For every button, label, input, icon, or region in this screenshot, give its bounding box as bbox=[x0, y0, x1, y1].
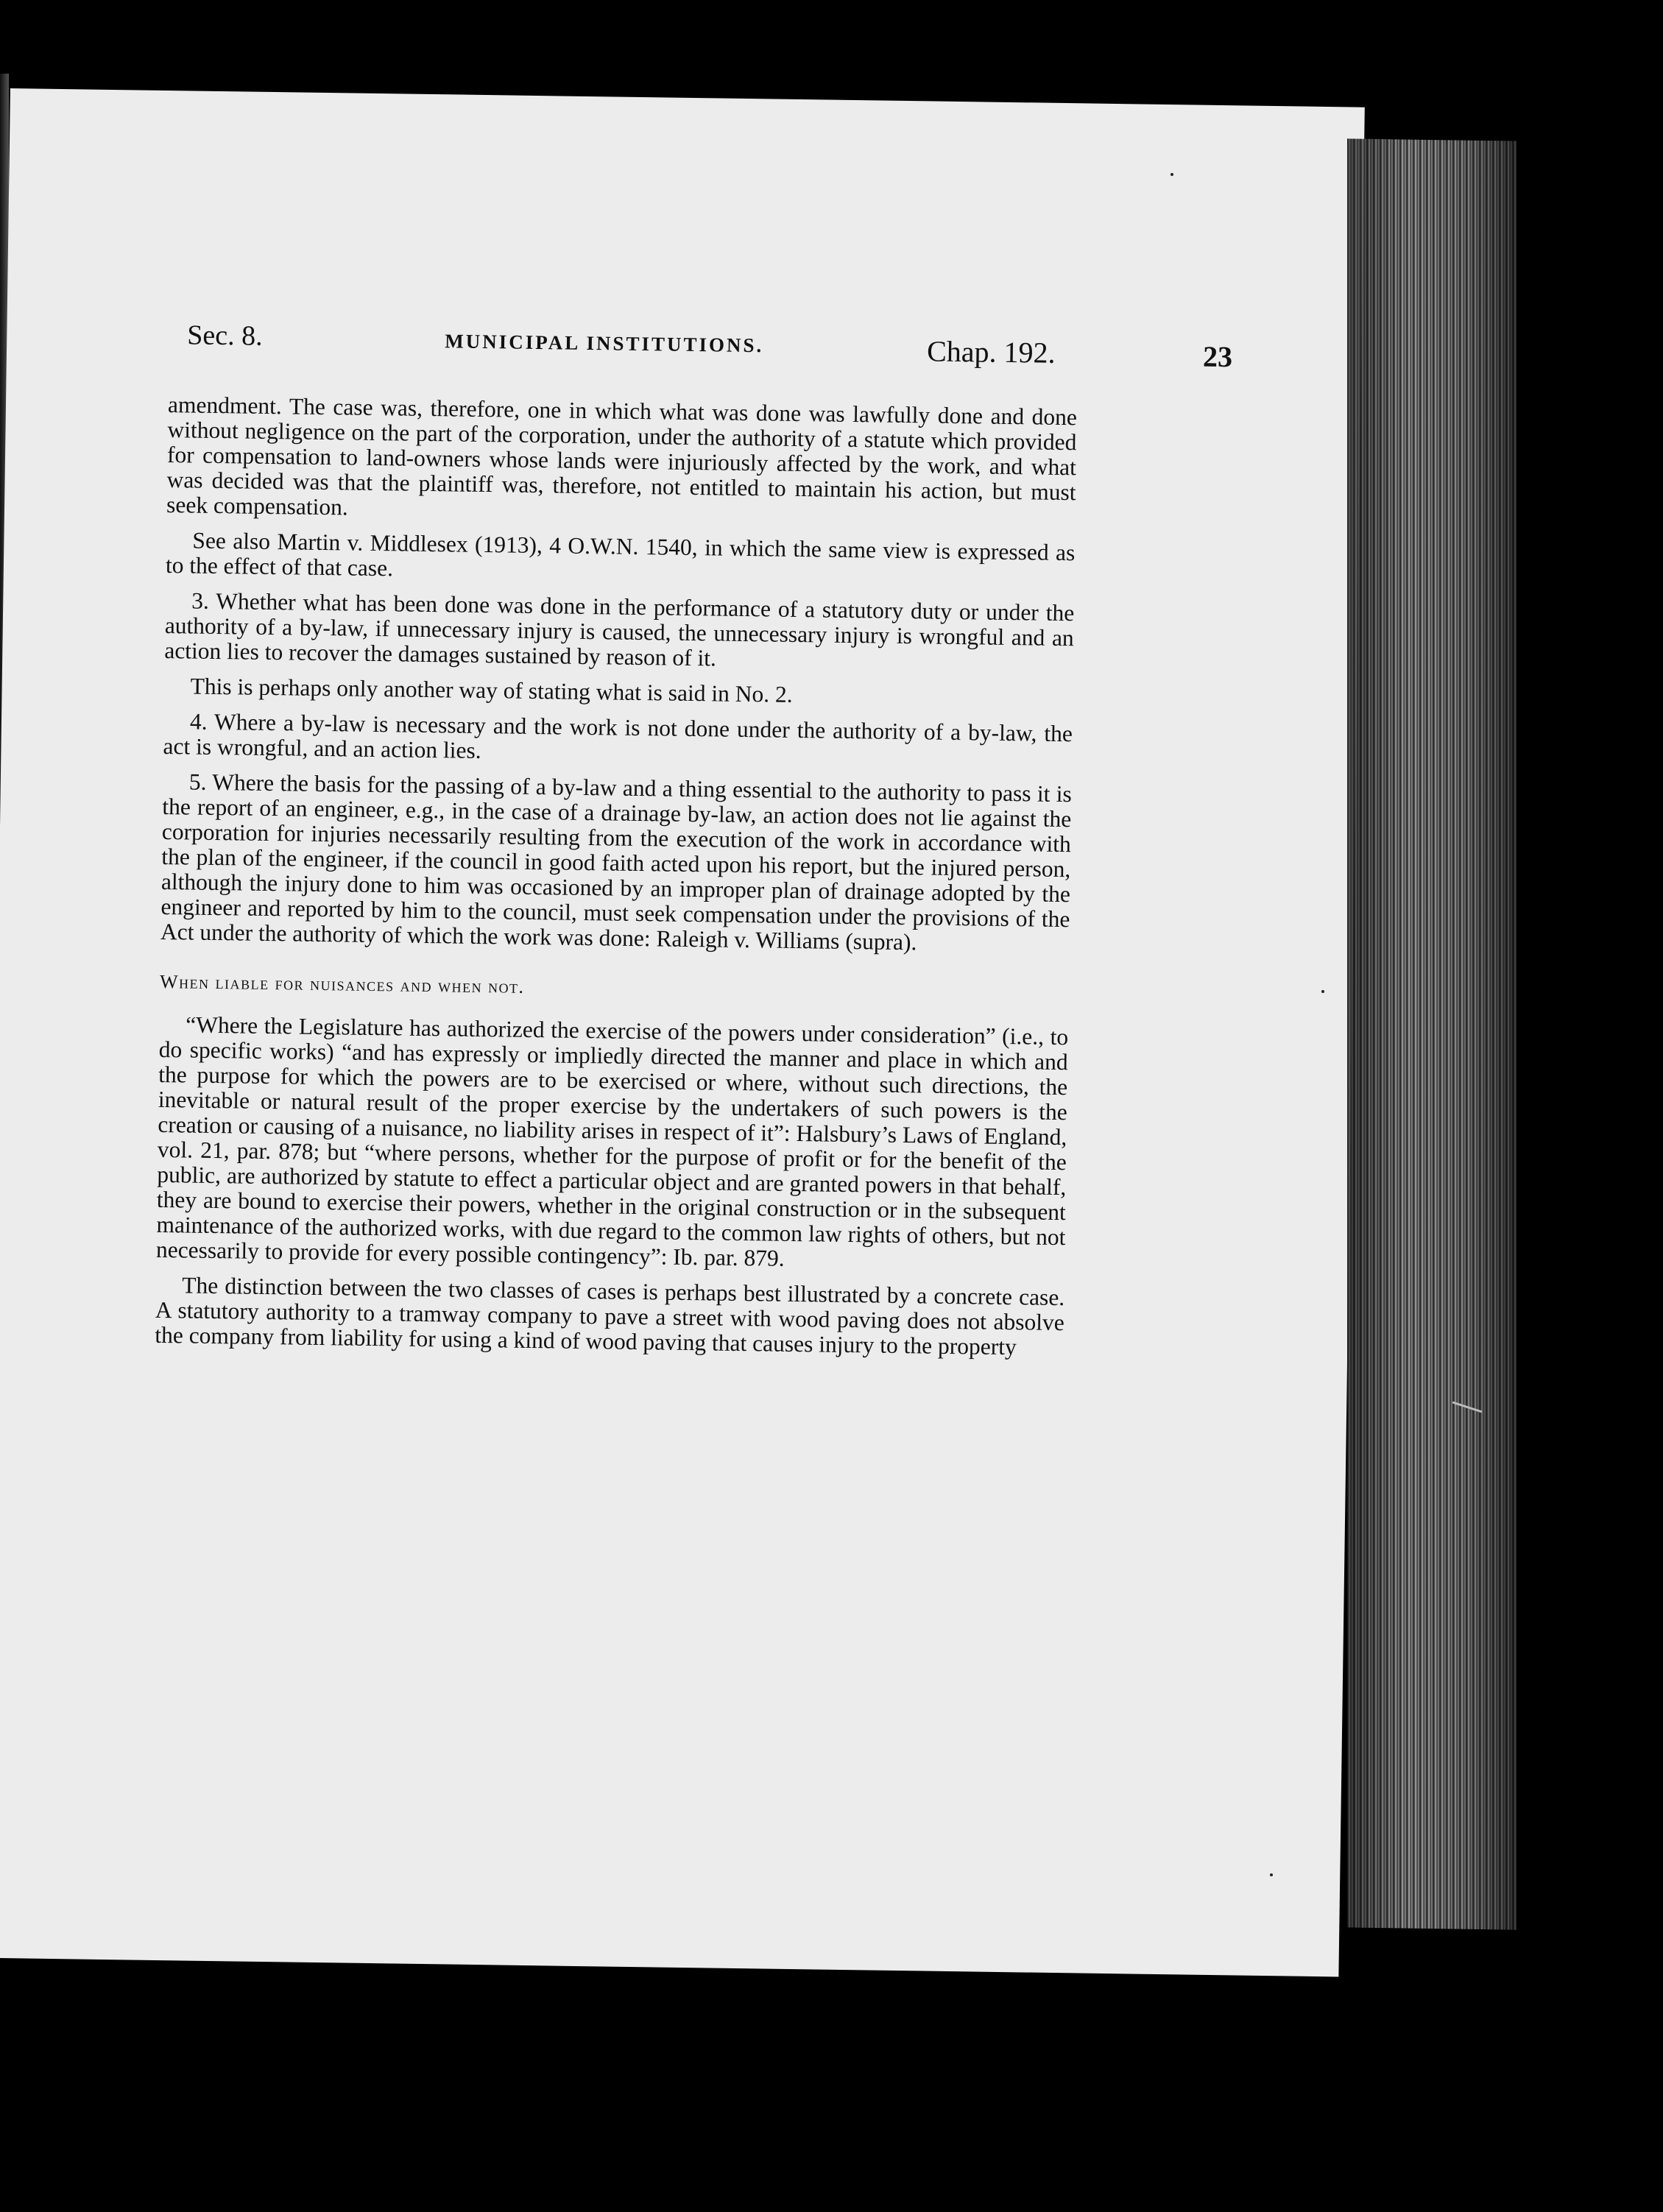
paragraph: 5. Where the basis for the passing of a by-law and a thing essential to the authority to pass it is the report of an engineer, e.g., in the case of a drainage by-law, an action does not lie against the corporation for injuries necessarily resulting from the execution of the work in accordance with the plan of the engineer, if the council in good faith acted upon his report, but the injured person, although the injury done to him was occasioned by an improper plan of drainage adopted by the engineer and reported by him to the council, must seek compensation under the provisions of the Act under the authority of which the work was done: Raleigh v. Williams (supra). bbox=[160, 768, 1072, 955]
paragraph: “Where the Legislature has authorized the exercise of the powers under consideration” (i.e., to do specific works) “and has expressly or impliedly directed the manner and place in which and the purpose for which the powers are to be exercised or where, without such directions, the inevitable or natural result of the proper exercise by the undertakers of such powers is the creation or causing of a nuisance, no liability arises in respect of it”: Halsbury’s Laws of England, vol. 21, par. 878; but “where persons, whether for the purpose of profit or for the benefit of the public, are authorized by statute to effect a particular object and are granted powers in that behalf, they are bound to exercise their powers, whether in the original construction or in the subsequent maintenance of the authorized works, with due regard to the common law rights of others, but not necessarily to provide for every possible contingency”: Ib. par. 879. bbox=[155, 1011, 1069, 1271]
page-content bbox=[0, 88, 1365, 1976]
page-body bbox=[155, 392, 1077, 1371]
paragraph: The distinction between the two classes of cases is perhaps best illustrated by a concrete case. A statutory authority to a tramway company to pave a street with wood paving does not absolve the company from liability for using a kind of wood paving that causes injury to the property bbox=[155, 1272, 1065, 1360]
page-block-edges bbox=[1347, 138, 1517, 1929]
section-heading: When liable for nuisances and when not. bbox=[159, 970, 525, 997]
scan-speck bbox=[1270, 1873, 1273, 1876]
running-title: MUNICIPAL INSTITUTIONS. bbox=[445, 330, 764, 357]
book-page bbox=[0, 88, 1365, 1976]
paragraph: 3. Whether what has been done was done in the performance of a statutory duty or under the authority of a by-law, if unnecessary injury is caused, the unnecessary injury is wrongful and an action lies to recover the damages sustained by reason of it. bbox=[164, 587, 1075, 671]
running-header bbox=[187, 319, 1233, 378]
paragraph: amendment. The case was, therefore, one in which what was done was lawfully done and done without negligence on the part of the corporation, under the authority of a statute which provided for compensation to land-owners whose lands were injuriously affected by the work, and what was decided was that the plaintiff was, therefore, not entitled to maintain his action, but must seek compensation. bbox=[166, 392, 1078, 520]
paragraph: See also Martin v. Middlesex (1913), 4 O.W.N. 1540, in which the same view is expressed as to the effect of that case. bbox=[165, 527, 1076, 582]
paragraph: 4. Where a by-law is necessary and the work is not done under the authority of a by-law, the act is wrongful, and an action lies. bbox=[163, 708, 1073, 764]
scan-speck bbox=[1171, 173, 1173, 176]
page-number: 23 bbox=[1202, 339, 1233, 374]
section-number: Sec. 8. bbox=[187, 319, 263, 352]
scan-speck bbox=[1321, 990, 1324, 993]
chapter-number: Chap. 192. bbox=[926, 334, 1056, 370]
paragraph: This is perhaps only another way of stating what is said in No. 2. bbox=[190, 673, 793, 707]
